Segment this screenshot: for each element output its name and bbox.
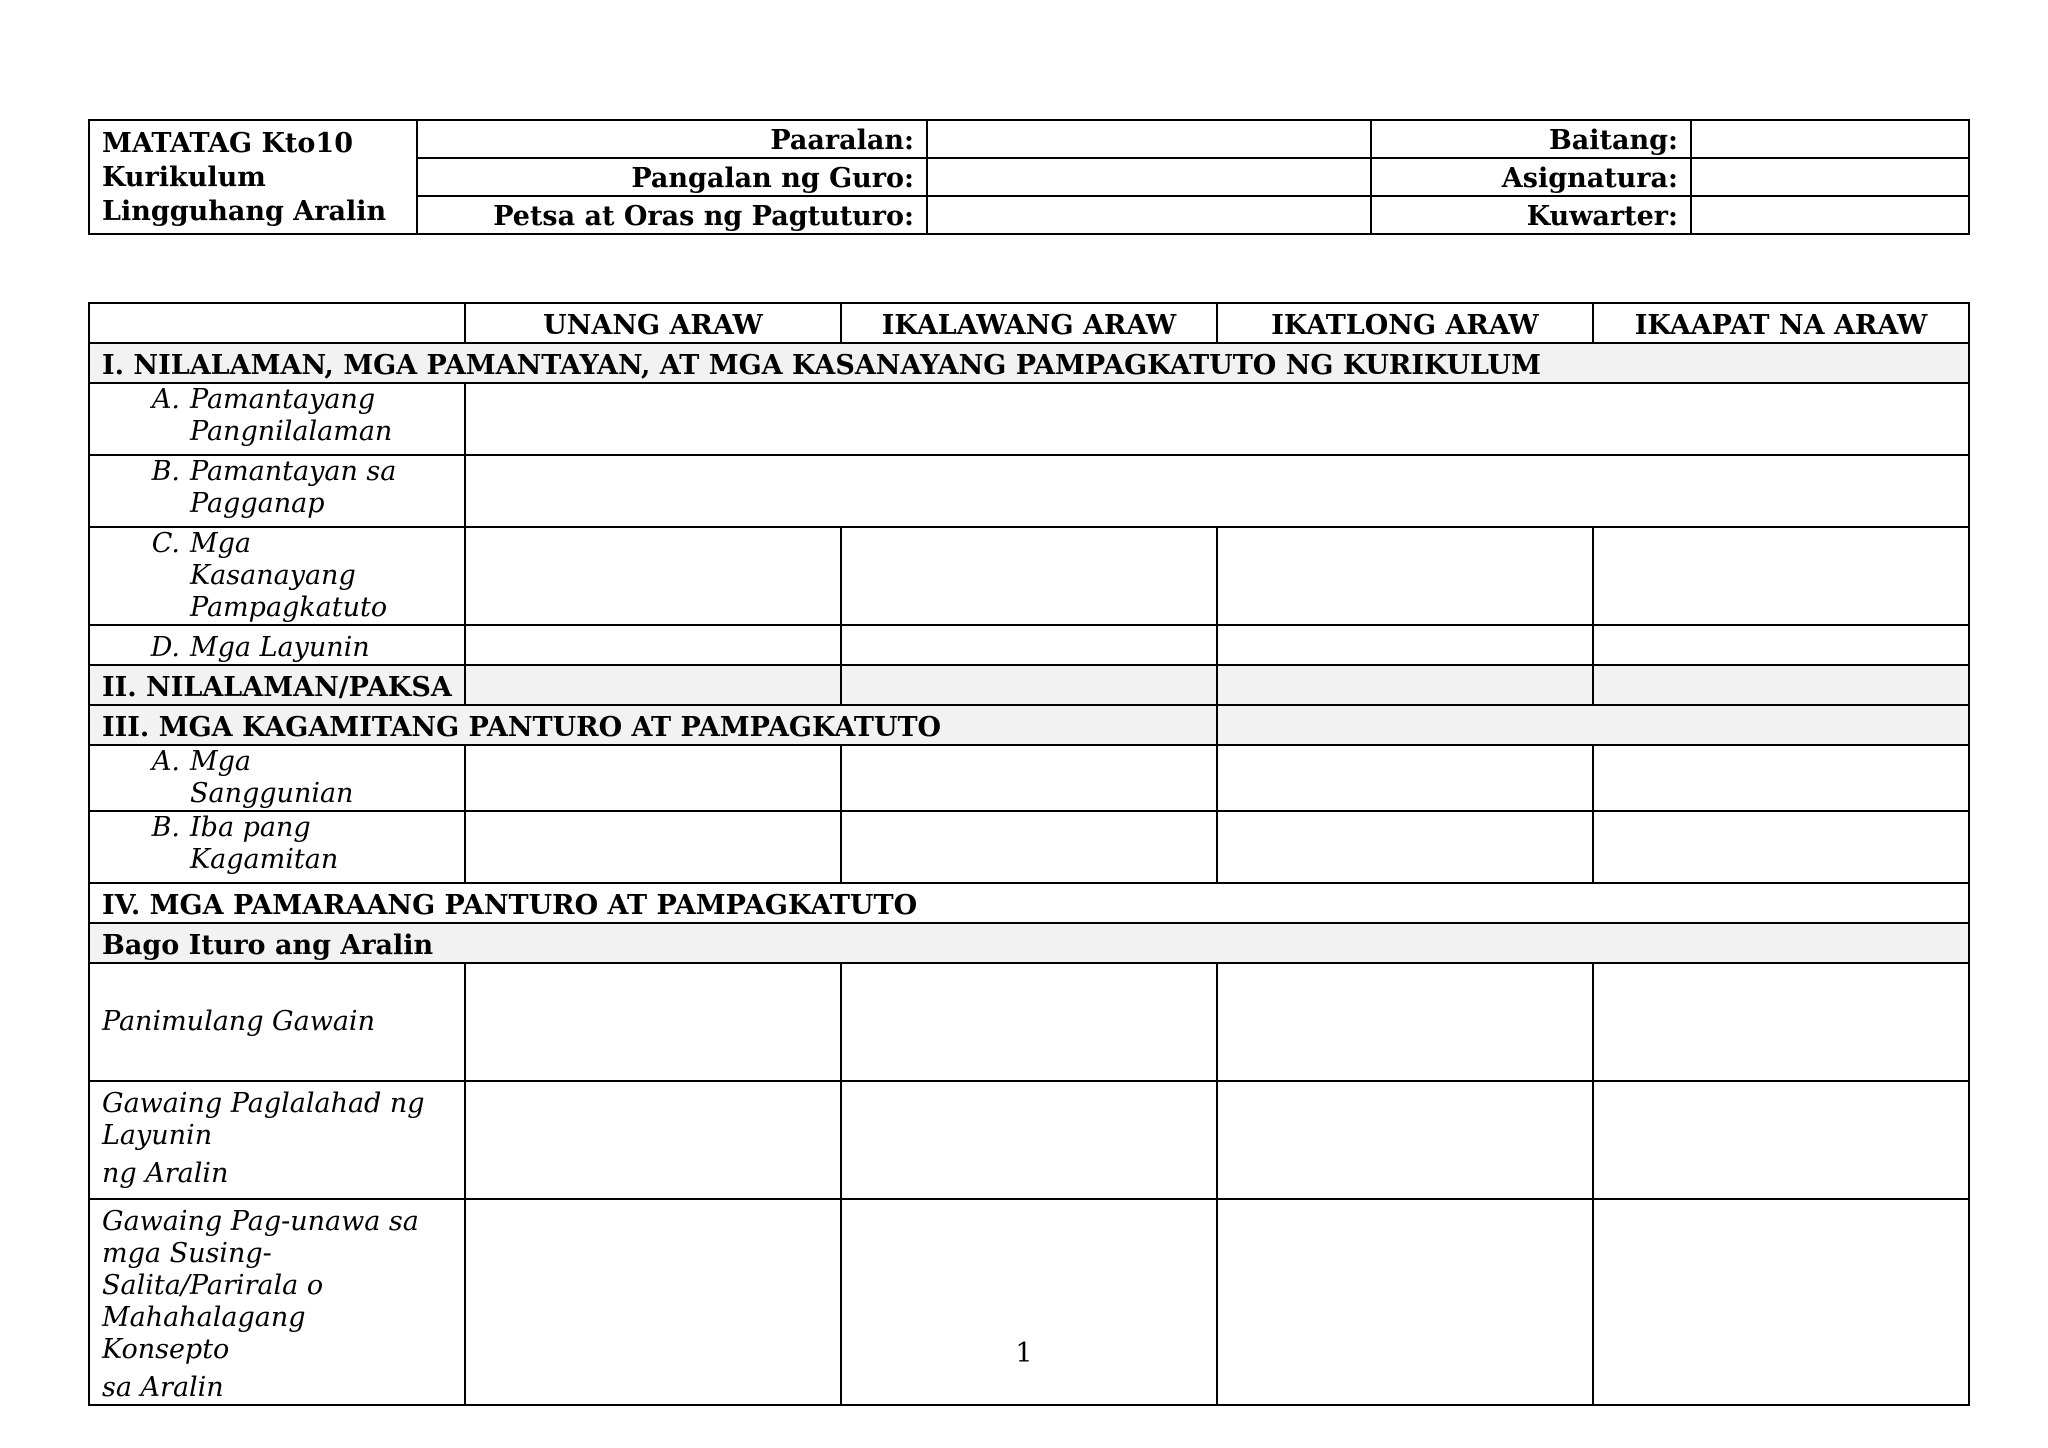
row-label-mga-layunin [89, 625, 465, 665]
item-letter: A. [151, 384, 180, 415]
item-text: Pamantayang Pangnilalaman [190, 384, 393, 447]
layunin-day-1[interactable] [465, 625, 841, 665]
row-label-mga-sanggunian [89, 745, 465, 811]
item-letter: B. [151, 812, 180, 843]
row-label-gawaing-pag-unawa [89, 1199, 465, 1405]
day-header-2: IKALAWANG ARAW [841, 303, 1217, 343]
paaralan-field[interactable] [927, 120, 1371, 158]
pagunawa-day-4[interactable] [1593, 1199, 1969, 1405]
title-line-1: MATATAG Kto10 [102, 128, 353, 159]
page-number: 1 [1015, 1338, 1033, 1369]
paglalahad-text-1: Gawaing Paglalahad ng Layunin [102, 1088, 425, 1151]
kuwarter-label: Kuwarter: [1371, 196, 1691, 234]
item-letter: A. [151, 746, 180, 777]
pagunawa-day-3[interactable] [1217, 1199, 1593, 1405]
row-label-mga-kasanayang-pampagkatuto [89, 527, 465, 625]
day-header-1: UNANG ARAW [465, 303, 841, 343]
paglalahad-day-1[interactable] [465, 1081, 841, 1199]
sanggunian-day-1[interactable] [465, 745, 841, 811]
item-letter: D. [150, 632, 180, 663]
bago-ituro-heading: Bago Ituro ang Aralin [89, 923, 1969, 963]
kasanayan-day-1[interactable] [465, 527, 841, 625]
panimula-day-1[interactable] [465, 963, 841, 1081]
asignatura-field[interactable] [1691, 158, 1969, 196]
section-2-heading: II. NILALAMAN/PAKSA [89, 665, 465, 705]
row-label-pamantayang-pangnilalaman [89, 383, 465, 455]
day-header-4: IKAAPAT NA ARAW [1593, 303, 1969, 343]
kagamitan-day-3[interactable] [1217, 811, 1593, 883]
guro-label: Pangalan ng Guro: [417, 158, 927, 196]
header-table [88, 119, 1970, 235]
row-label-pamantayan-sa-pagganap [89, 455, 465, 527]
pamantayan-sa-pagganap-cell[interactable] [465, 455, 1969, 527]
kasanayan-day-2[interactable] [841, 527, 1217, 625]
section-3-blank [1217, 705, 1969, 745]
paglalahad-day-3[interactable] [1217, 1081, 1593, 1199]
pamantayang-pangnilalaman-cell[interactable] [465, 383, 1969, 455]
kagamitan-day-1[interactable] [465, 811, 841, 883]
document-title [89, 120, 417, 234]
item-letter: C. [151, 528, 180, 559]
section-3-heading: III. MGA KAGAMITANG PANTURO AT PAMPAGKATUTO [89, 705, 1217, 745]
row-label-iba-pang-kagamitan [89, 811, 465, 883]
layunin-day-2[interactable] [841, 625, 1217, 665]
row-label-gawaing-paglalahad [89, 1081, 465, 1199]
sanggunian-day-2[interactable] [841, 745, 1217, 811]
kasanayan-day-3[interactable] [1217, 527, 1593, 625]
layunin-day-4[interactable] [1593, 625, 1969, 665]
title-line-3: Lingguhang Aralin [102, 196, 387, 227]
nilalaman-day-3[interactable] [1217, 665, 1593, 705]
panimula-day-3[interactable] [1217, 963, 1593, 1081]
asignatura-label: Asignatura: [1371, 158, 1691, 196]
nilalaman-day-1[interactable] [465, 665, 841, 705]
nilalaman-day-2[interactable] [841, 665, 1217, 705]
pagunawa-day-1[interactable] [465, 1199, 841, 1405]
sanggunian-day-3[interactable] [1217, 745, 1593, 811]
paaralan-label: Paaralan: [417, 120, 927, 158]
corner-cell [89, 303, 465, 343]
row-label-panimulang-gawain: Panimulang Gawain [89, 963, 465, 1081]
paglalahad-day-4[interactable] [1593, 1081, 1969, 1199]
section-4-heading: IV. MGA PAMARAANG PANTURO AT PAMPAGKATUTO [89, 883, 1969, 923]
guro-field[interactable] [927, 158, 1371, 196]
pagunawa-day-2[interactable] [841, 1199, 1217, 1405]
panimula-day-2[interactable] [841, 963, 1217, 1081]
nilalaman-day-4[interactable] [1593, 665, 1969, 705]
lesson-plan-table [88, 302, 1970, 1406]
petsa-label: Petsa at Oras ng Pagtuturo: [417, 196, 927, 234]
kuwarter-field[interactable] [1691, 196, 1969, 234]
day-header-3: IKATLONG ARAW [1217, 303, 1593, 343]
baitang-field[interactable] [1691, 120, 1969, 158]
title-line-2: Kurikulum [102, 162, 266, 193]
item-letter: B. [151, 456, 180, 487]
sanggunian-day-4[interactable] [1593, 745, 1969, 811]
kagamitan-day-4[interactable] [1593, 811, 1969, 883]
section-1-heading: I. NILALAMAN, MGA PAMANTAYAN, AT MGA KASANAYANG PAMPAGKATUTO NG KURIKULUM [89, 343, 1969, 383]
baitang-label: Baitang: [1371, 120, 1691, 158]
item-text: Iba pang Kagamitan [190, 812, 339, 875]
item-text: Mga Sanggunian [190, 746, 354, 809]
pagunawa-text-1: Gawaing Pag-unawa sa mga Susing-Salita/Parirala o Mahahalagang Konsepto [102, 1206, 419, 1365]
kasanayan-day-4[interactable] [1593, 527, 1969, 625]
item-text: Mga Kasanayang Pampagkatuto [190, 528, 388, 623]
pagunawa-text-2: sa Aralin [102, 1372, 224, 1403]
petsa-field[interactable] [927, 196, 1371, 234]
paglalahad-text-2: ng Aralin [102, 1158, 229, 1189]
panimula-day-4[interactable] [1593, 963, 1969, 1081]
item-text: Mga Layunin [190, 632, 370, 663]
paglalahad-day-2[interactable] [841, 1081, 1217, 1199]
item-text: Pamantayan sa Pagganap [190, 456, 397, 519]
layunin-day-3[interactable] [1217, 625, 1593, 665]
kagamitan-day-2[interactable] [841, 811, 1217, 883]
